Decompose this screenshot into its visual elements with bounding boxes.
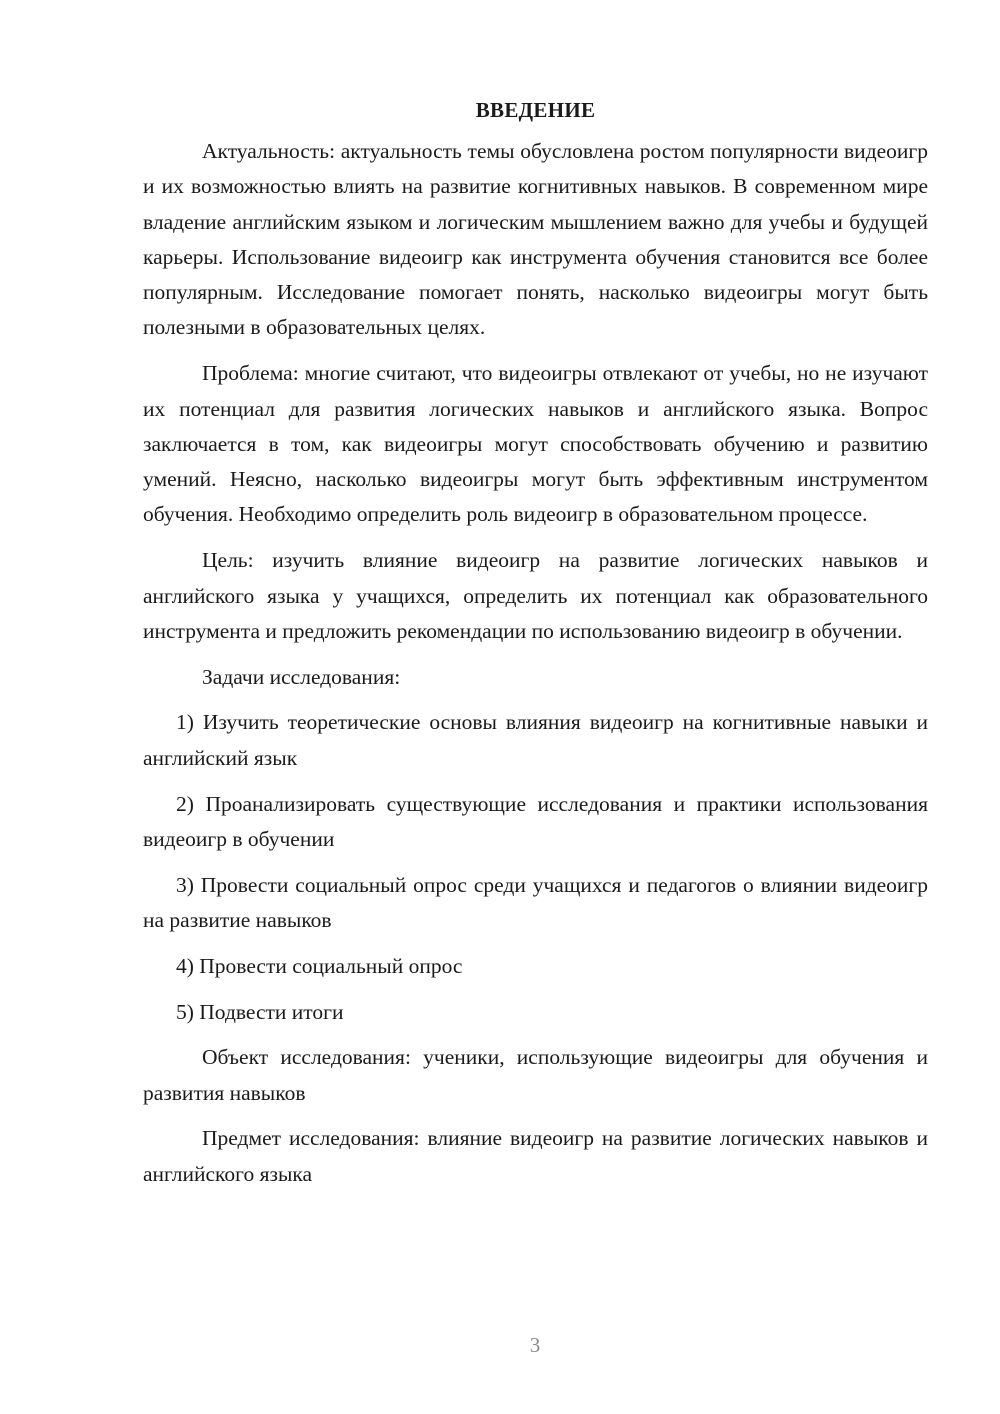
page-number: 3 xyxy=(529,1333,541,1357)
list-item: 2) Проанализировать существующие исследования и практики использования видеоигр в обучении xyxy=(143,791,928,851)
tasks-title: Задачи исследования: xyxy=(202,664,401,689)
tasks-list xyxy=(143,705,928,1029)
paragraph-object: Объект исследования: ученики, использующие видеоигры для обучения и развития навыков xyxy=(143,1045,928,1105)
list-item: 1) Изучить теоретические основы влияния видеоигр на когнитивные навыки и английский язык xyxy=(143,710,928,770)
page-content xyxy=(143,93,928,1203)
page-title: ВВЕДЕНИЕ xyxy=(475,98,596,122)
paragraph-goal: Цель: изучить влияние видеоигр на развитие логических навыков и английского языка у учащихся, определить их потенциал как образовательного инструмента и предложить рекомендации по использованию видеоигр в обучении. xyxy=(143,548,928,643)
paragraph-problem: Проблема: многие считают, что видеоигры отвлекают от учебы, но не изучают их потенциал для развития логических навыков и английского языка. Вопрос заключается в том, как видеоигры могут способствовать обучению и развитию умений. Неясно, насколько видеоигры могут быть эффективным инструментом обучения. Необходимо определить роль видеоигр в образовательном процессе. xyxy=(143,361,928,527)
list-item: 5) Подвести итоги xyxy=(176,999,344,1024)
list-item: 4) Провести социальный опрос xyxy=(176,953,463,978)
paragraph-relevance: Актуальность: актуальность темы обусловлена ростом популярности видеоигр и их возможностью влиять на развитие когнитивных навыков. В современном мире владение английским языком и логическим мышлением важно для учебы и будущей карьеры. Использование видеоигр как инструмента обучения становится все более популярным. Исследование помогает понять, насколько видеоигры могут быть полезными в образовательных целях. xyxy=(143,139,928,340)
list-item: 3) Провести социальный опрос среди учащихся и педагогов о влиянии видеоигр на развитие навыков xyxy=(143,872,928,932)
paragraph-subject: Предмет исследования: влияние видеоигр на развитие логических навыков и английского языка xyxy=(143,1126,928,1186)
